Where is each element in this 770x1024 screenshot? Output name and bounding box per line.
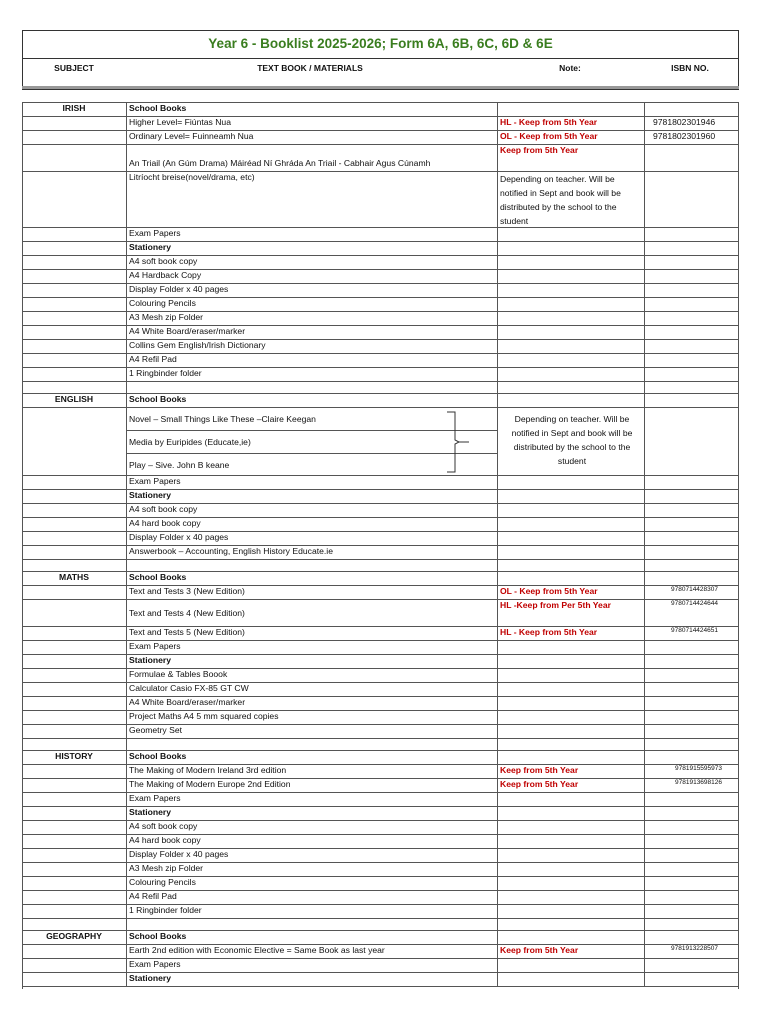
- isbn-cell: 9781802301946: [644, 117, 739, 130]
- table-row: [22, 504, 739, 518]
- list-item: Formulae & Tables Boook: [126, 669, 497, 682]
- spacer-row: [22, 919, 739, 931]
- note-cell: HL - Keep from 5th Year: [497, 117, 644, 130]
- table-row: [22, 546, 739, 560]
- list-item: A4 hard book copy: [126, 518, 497, 531]
- list-item: Text and Tests 4 (New Edition): [126, 600, 497, 626]
- list-item: Stationery: [126, 973, 497, 986]
- list-item: A4 soft book copy: [126, 504, 497, 517]
- list-item: School Books: [126, 572, 497, 585]
- list-item: The Making of Modern Ireland 3rd edition: [126, 765, 497, 778]
- table-row: [22, 354, 739, 368]
- table-row: [22, 697, 739, 711]
- table-row: [22, 490, 739, 504]
- subject-history: HISTORY: [55, 751, 93, 761]
- list-item: Stationery: [126, 807, 497, 820]
- list-item: Higher Level= Fiúntas Nua: [126, 117, 497, 130]
- table-row: [22, 476, 739, 490]
- table-row: [22, 131, 739, 145]
- list-item: Litríocht breise(novel/drama, etc): [126, 172, 497, 227]
- spacer-row: [22, 560, 739, 572]
- table-row: [22, 959, 739, 973]
- table-row: [22, 600, 739, 627]
- table-row: [22, 669, 739, 683]
- list-item: School Books: [126, 751, 497, 764]
- list-item: Text and Tests 5 (New Edition): [126, 627, 497, 640]
- table-row: [22, 793, 739, 807]
- table-row: [22, 751, 739, 765]
- header-bottom-rule: [22, 86, 739, 89]
- table-row: [22, 172, 739, 228]
- list-item: Exam Papers: [126, 228, 497, 241]
- table-row: [22, 655, 739, 669]
- table-row: [22, 228, 739, 242]
- table-row: [22, 807, 739, 821]
- isbn-cell: 9781913228507: [644, 945, 739, 958]
- table-row: [22, 891, 739, 905]
- list-item: Geometry Set: [126, 725, 497, 738]
- col-header-subject: SUBJECT: [54, 63, 94, 73]
- list-item: Novel – Small Things Like These –Claire Keegan: [126, 408, 497, 431]
- list-item: A4 White Board/eraser/marker: [126, 697, 497, 710]
- list-item: Project Maths A4 5 mm squared copies: [126, 711, 497, 724]
- list-item: School Books: [126, 103, 497, 116]
- table-row: [22, 821, 739, 835]
- note-cell: Keep from 5th Year: [497, 945, 644, 958]
- note-cell: OL - Keep from 5th Year: [497, 586, 644, 599]
- list-item: A3 Mesh zip Folder: [126, 863, 497, 876]
- table-row: [22, 931, 739, 945]
- table-row: [22, 711, 739, 725]
- table-row: [22, 627, 739, 641]
- isbn-cell: 9781913698126: [644, 779, 739, 792]
- subject-geography: GEOGRAPHY: [46, 931, 102, 941]
- table-row: [22, 284, 739, 298]
- english-novel-group: [22, 408, 739, 476]
- table-row: [22, 586, 739, 600]
- table-row: [22, 779, 739, 793]
- table-row: [22, 641, 739, 655]
- isbn-cell: 9781802301960: [644, 131, 739, 144]
- brace-icon: [447, 408, 477, 476]
- list-item: School Books: [126, 394, 497, 407]
- table-row: [22, 849, 739, 863]
- list-item: A4 soft book copy: [126, 821, 497, 834]
- list-item: Display Folder x 40 pages: [126, 849, 497, 862]
- table-row: [22, 518, 739, 532]
- table-row: [22, 877, 739, 891]
- table-row: [22, 242, 739, 256]
- note-cell: HL -Keep from Per 5th Year: [497, 600, 644, 626]
- table-row: [22, 725, 739, 739]
- isbn-cell: 9781915595973: [644, 765, 739, 778]
- note-cell: Keep from 5th Year: [497, 765, 644, 778]
- list-item: 1 Ringbinder folder: [126, 368, 497, 381]
- list-item: 1 Ringbinder folder: [126, 905, 497, 918]
- subject-maths: MATHS: [59, 572, 89, 582]
- table-row: [22, 368, 739, 382]
- list-item: Display Folder x 40 pages: [126, 284, 497, 297]
- note-cell: Keep from 5th Year: [497, 145, 644, 171]
- list-item: The Making of Modern Europe 2nd Edition: [126, 779, 497, 792]
- list-item: Media by Euripides (Educate,ie): [126, 431, 497, 454]
- list-item: Ordinary Level= Fuinneamh Nua: [126, 131, 497, 144]
- list-item: School Books: [126, 931, 497, 944]
- spacer-row: [22, 382, 739, 394]
- list-item: A4 White Board/eraser/marker: [126, 326, 497, 339]
- list-item: Exam Papers: [126, 959, 497, 972]
- list-item: Answerbook – Accounting, English History Educate.ie: [126, 546, 497, 559]
- table-row: [22, 683, 739, 697]
- note-cell: HL - Keep from 5th Year: [497, 627, 644, 640]
- col-header-textbook: TEXT BOOK / MATERIALS: [257, 63, 363, 73]
- col-header-note: Note:: [559, 63, 581, 73]
- page-title: Year 6 - Booklist 2025-2026; Form 6A, 6B, 6C, 6D & 6E: [208, 36, 553, 51]
- list-item: A4 Refil Pad: [126, 354, 497, 367]
- table-row: [22, 340, 739, 354]
- note-cell: Keep from 5th Year: [497, 779, 644, 792]
- table-row: [22, 945, 739, 959]
- subject-irish: IRISH: [62, 103, 86, 113]
- table-row: [22, 103, 739, 117]
- table-row: [22, 572, 739, 586]
- list-item: Collins Gem English/Irish Dictionary: [126, 340, 497, 353]
- list-item: Colouring Pencils: [126, 298, 497, 311]
- table-row: [22, 765, 739, 779]
- table-row: [22, 256, 739, 270]
- table-row: [22, 394, 739, 408]
- list-item: Stationery: [126, 242, 497, 255]
- list-item: A4 Hardback Copy: [126, 270, 497, 283]
- note-cell: Depending on teacher. Will be notified in Sept and book will be distributed by the school to the student: [497, 172, 644, 227]
- col-header-isbn: ISBN NO.: [671, 63, 709, 73]
- table-row: [22, 312, 739, 326]
- table-row: [22, 905, 739, 919]
- list-item: Colouring Pencils: [126, 877, 497, 890]
- table-row: [22, 326, 739, 340]
- table-row: [22, 298, 739, 312]
- note-cell: Depending on teacher. Will be notified in Sept and book will be distributed by the school to the student: [497, 408, 644, 475]
- list-item: Play – Sive. John B keane: [126, 454, 497, 476]
- booklist-table: [22, 102, 739, 987]
- isbn-cell: 9780714424651: [644, 627, 739, 640]
- table-row: [22, 145, 739, 172]
- list-item: Text and Tests 3 (New Edition): [126, 586, 497, 599]
- list-item: Stationery: [126, 490, 497, 503]
- table-row: [22, 863, 739, 877]
- table-row: [22, 117, 739, 131]
- list-item: Calculator Casio FX-85 GT CW: [126, 683, 497, 696]
- list-item: A4 Refil Pad: [126, 891, 497, 904]
- table-row: [22, 270, 739, 284]
- list-item: Exam Papers: [126, 793, 497, 806]
- list-item: A3 Mesh zip Folder: [126, 312, 497, 325]
- list-item: Earth 2nd edition with Economic Elective = Same Book as last year: [126, 945, 497, 958]
- spacer-row: [22, 739, 739, 751]
- list-item: Display Folder x 40 pages: [126, 532, 497, 545]
- isbn-cell: 9780714424644: [644, 600, 739, 626]
- list-item: A4 hard book copy: [126, 835, 497, 848]
- list-item: A4 soft book copy: [126, 256, 497, 269]
- table-row: [22, 532, 739, 546]
- isbn-cell: 9780714428307: [644, 586, 739, 599]
- list-item: Exam Papers: [126, 641, 497, 654]
- list-item: Exam Papers: [126, 476, 497, 489]
- note-cell: OL - Keep from 5th Year: [497, 131, 644, 144]
- list-item: An Triail (An Gúm Drama) Máiréad Ní Ghráda An Triail - Cabhair Agus Cúnamh: [126, 145, 497, 171]
- table-row: [22, 973, 739, 987]
- subject-english: ENGLISH: [54, 394, 94, 404]
- list-item: Stationery: [126, 655, 497, 668]
- table-row: [22, 835, 739, 849]
